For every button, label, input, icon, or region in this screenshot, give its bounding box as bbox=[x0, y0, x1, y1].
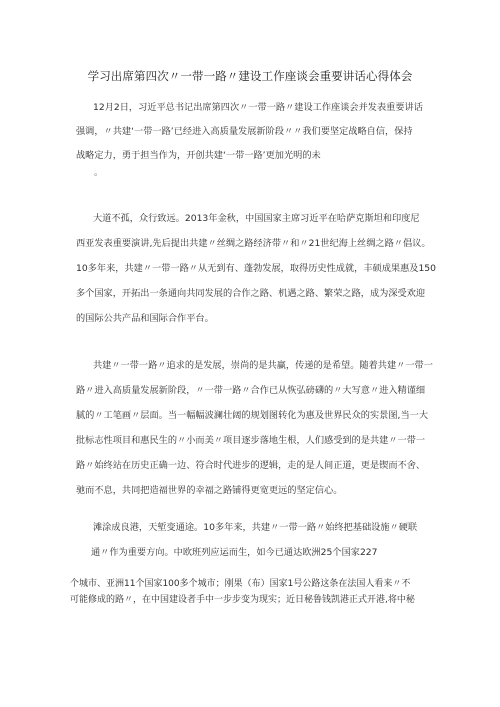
paragraph-4-line-2: 通〃作为重要方向。中欧班列应运而生，如今已通达欧洲25个国家227 bbox=[91, 547, 378, 558]
paragraph-2-line-5: 的国际公共产品和国际合作平台。 bbox=[76, 313, 214, 324]
paragraph-2-line-4: 多个国家，开拓出一条通向共同发展的合作之路、机遇之路、繁荣之路，成为深受欢迎 bbox=[76, 288, 426, 299]
paragraph-2-line-1: 大道不孤，众行致远。2013年金秋，中国国家主席习近平在哈萨克斯坦和印度尼 bbox=[93, 213, 420, 224]
document-title: 学习出席第四次〃一带一路〃建设工作座谈会重要讲话心得体会 bbox=[87, 69, 413, 83]
paragraph-1-line-1: 12月2日，习近平总书记出席第四次〃一带一路〃建设工作座谈会并发表重要讲话 bbox=[93, 102, 423, 113]
paragraph-1-end-mark: 。 bbox=[94, 168, 104, 178]
paragraph-1-line-2: 强调，〃共建‘一带一路’已经进入高质量发展新阶段〃〃我们要坚定战略自信，保持 bbox=[76, 126, 413, 137]
paragraph-1-line-3: 战略定力，勇于担当作为，开创共建‘一带一路’更加光明的未 bbox=[76, 150, 321, 161]
paragraph-2-line-2: 西亚发表重要演讲,先后提出共建〃丝绸之路经济带〃和〃21世纪海上丝绸之路〃倡议。 bbox=[76, 238, 431, 249]
paragraph-3-line-6: 驰而不息，共同把造福世界的幸福之路铺得更宽更远的坚定信心。 bbox=[76, 485, 343, 496]
paragraph-4-line-3: 个城市、亚洲11个国家100多个城市；刚果（布）国家1号公路这条在法国人看来〃不 bbox=[70, 579, 411, 589]
paragraph-2-line-3: 10多年来，共建〃一带一路〃从无到有、蓬勃发展，取得历史性成就，丰硕成果惠及150 bbox=[76, 263, 436, 274]
paragraph-4-line-1: 滩涂成良港，天堑变通途。10多年来，共建〃一带一路〃始终把基础设施〃硬联 bbox=[93, 522, 418, 533]
paragraph-3-line-5: 路〃始终站在历史正确一边、符合时代进步的逻辑，走的是人间正道，更是锲而不舍、 bbox=[76, 460, 426, 471]
paragraph-4-line-4: 可能修成的路〃，在中国建设者手中一步步变为现实；近日秘鲁钱凯港正式开港,将中秘 bbox=[70, 595, 415, 605]
paragraph-3-line-3: 腻的〃工笔画〃层面。当一幅幅波澜壮阔的规划图转化为惠及世界民众的实景图,当一大 bbox=[76, 410, 429, 421]
paragraph-3-line-4: 批标志性项目和惠民生的〃小而美〃项目逐步落地生根，人们感受到的是共建〃一带一 bbox=[76, 435, 426, 446]
paragraph-3-line-2: 路〃进入高质量发展新阶段，〃一带一路〃合作已从恢弘磅礴的〃大写意〃进入精谨细 bbox=[76, 385, 426, 396]
paragraph-3-line-1: 共建〃一带一路〃追求的是发展，崇尚的是共赢，传递的是希望。随着共建〃一带一 bbox=[93, 360, 433, 371]
